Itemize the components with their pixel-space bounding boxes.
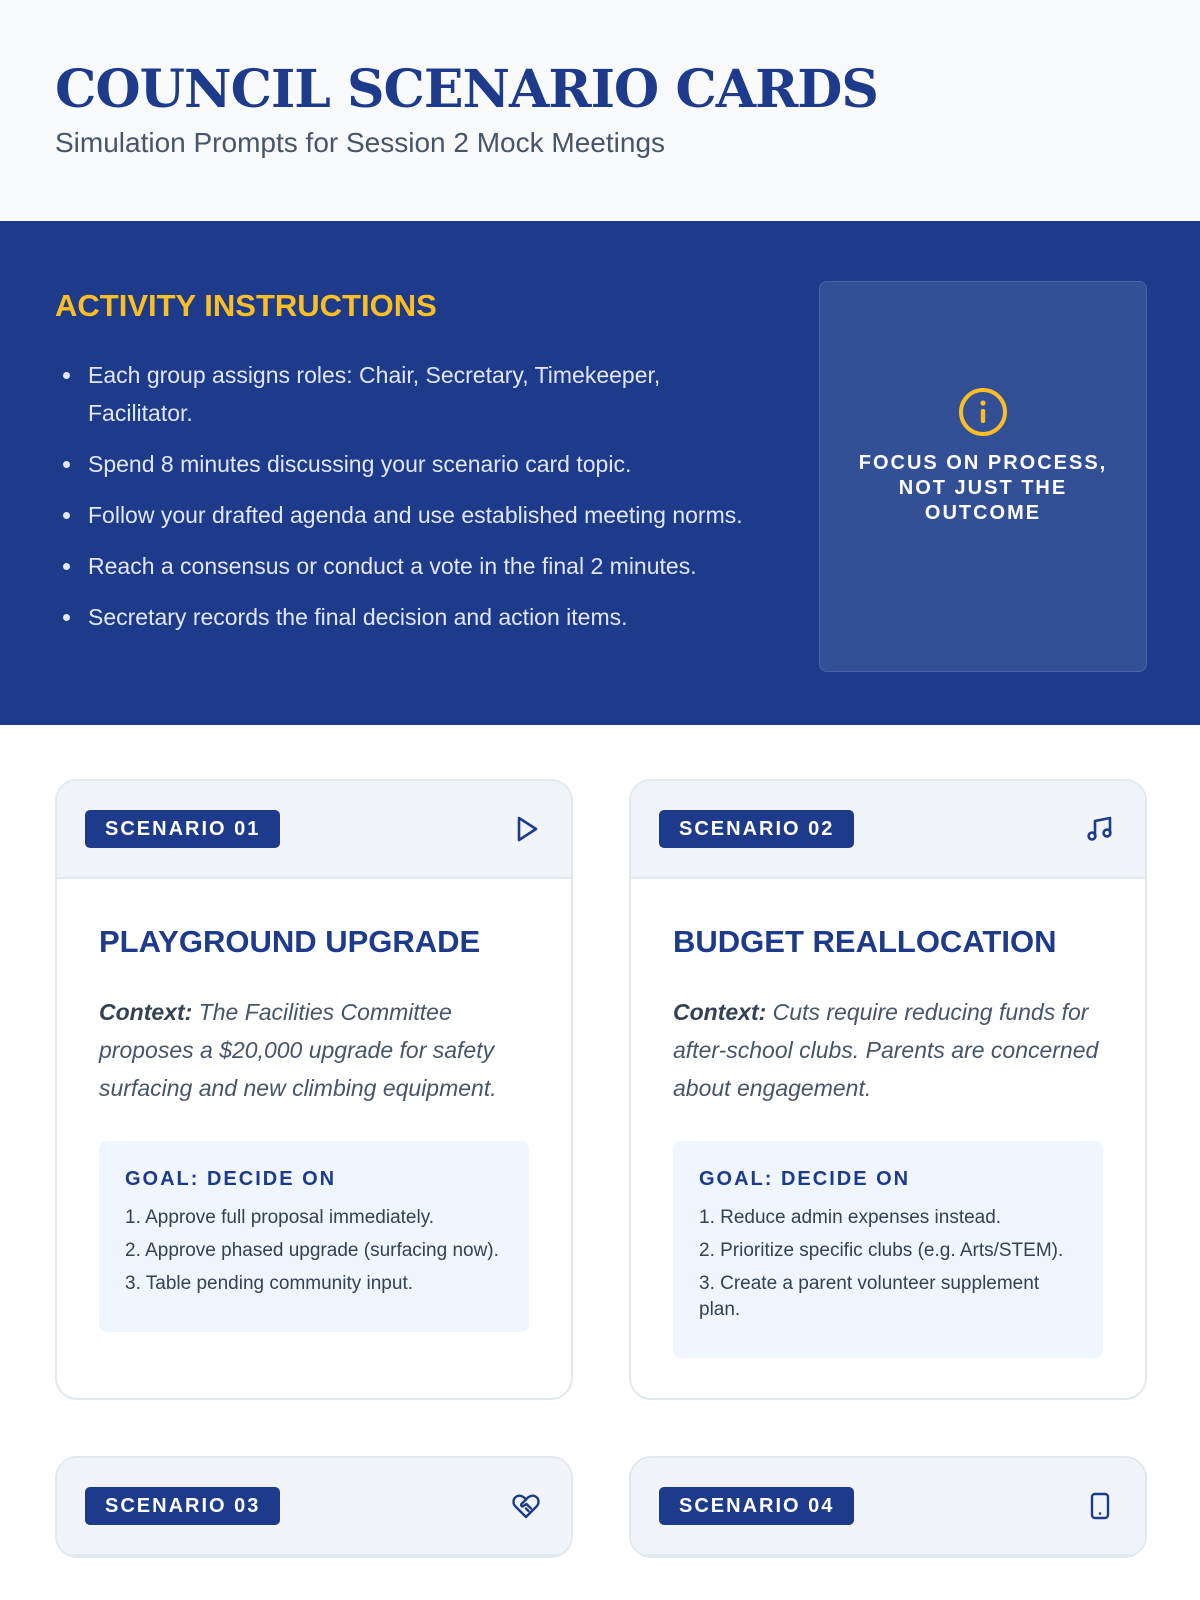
page-header: [0, 0, 1200, 221]
card-body: [631, 879, 1145, 1398]
scenario-card: [629, 779, 1147, 1400]
tablet-icon: [1085, 1491, 1115, 1521]
scenario-card: [629, 1456, 1147, 1558]
goal-options: [699, 1205, 1077, 1323]
instructions-heading: ACTIVITY INSTRUCTIONS: [55, 288, 437, 323]
goal-label: GOAL: DECIDE ON: [699, 1168, 911, 1190]
context-text: Cuts require reducing funds for after-school clubs. Parents are concerned about engagement.: [673, 999, 1099, 1101]
heart-handshake-icon: [511, 1491, 541, 1521]
list-item: Follow your drafted agenda and use established meeting norms.: [55, 496, 755, 534]
focus-callout: [819, 281, 1147, 672]
card-header: [57, 781, 571, 879]
goal-option: 3. Create a parent volunteer supplement plan.: [699, 1273, 1040, 1320]
goal-box: [673, 1141, 1103, 1358]
list-item: Reach a consensus or conduct a vote in the final 2 minutes.: [55, 547, 755, 585]
goal-box: [99, 1141, 529, 1332]
scenario-badge: SCENARIO 04: [659, 1487, 854, 1525]
context-label: Context:: [673, 999, 767, 1025]
scenario-card: [55, 1456, 573, 1558]
list-item: Each group assigns roles: Chair, Secretary, Timekeeper, Facilitator.: [55, 356, 755, 432]
focus-text: FOCUS ON PROCESS, NOT JUST THE OUTCOME: [858, 452, 1108, 524]
card-header: [631, 1458, 1145, 1556]
context-text: The Facilities Committee proposes a $20,000 upgrade for safety surfacing and new climbing equipment.: [99, 999, 497, 1101]
card-header: [57, 1458, 571, 1556]
goal-option: 3. Table pending community input.: [125, 1273, 413, 1294]
goal-option: 2. Approve phased upgrade (surfacing now).: [125, 1240, 499, 1261]
goal-option: 2. Prioritize specific clubs (e.g. Arts/STEM).: [699, 1240, 1064, 1261]
scenario-context: [99, 993, 529, 1107]
scenario-context: [673, 993, 1103, 1107]
scenario-badge: SCENARIO 03: [85, 1487, 280, 1525]
context-label: Context:: [99, 999, 193, 1025]
goal-options: [125, 1205, 503, 1297]
info-icon: [958, 387, 1008, 437]
page-subtitle: Simulation Prompts for Session 2 Mock Meetings: [55, 127, 666, 158]
goal-option: 1. Reduce admin expenses instead.: [699, 1207, 1002, 1228]
scenario-cards: [0, 725, 1200, 1558]
list-item: Spend 8 minutes discussing your scenario card topic.: [55, 445, 755, 483]
list-item: Secretary records the final decision and action items.: [55, 598, 755, 636]
scenario-badge: SCENARIO 01: [85, 810, 280, 848]
card-body: [57, 879, 571, 1372]
scenario-card: [55, 779, 573, 1400]
card-header: [631, 781, 1145, 879]
play-icon: [511, 814, 541, 844]
page-title: COUNCIL SCENARIO CARDS: [55, 59, 878, 120]
music-icon: [1085, 814, 1115, 844]
instructions-list: [55, 356, 755, 636]
goal-option: 1. Approve full proposal immediately.: [125, 1207, 435, 1228]
scenario-title: BUDGET REALLOCATION: [673, 924, 1057, 959]
instructions-section: [0, 221, 1200, 725]
scenario-badge: SCENARIO 02: [659, 810, 854, 848]
goal-label: GOAL: DECIDE ON: [125, 1168, 337, 1190]
scenario-title: PLAYGROUND UPGRADE: [99, 924, 481, 959]
